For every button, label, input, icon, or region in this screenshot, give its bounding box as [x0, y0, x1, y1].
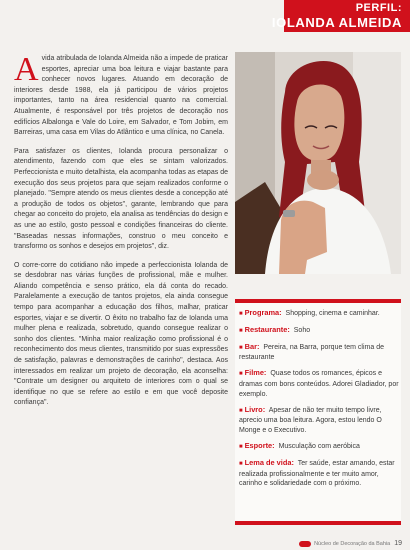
fact-text: Soho: [293, 326, 311, 334]
panel-top-rule: [235, 299, 401, 303]
fact-label: Livro:: [244, 404, 266, 414]
bullet-icon: ■: [239, 327, 243, 334]
portrait-illustration: [235, 52, 401, 274]
header-kicker: PERFIL:: [355, 2, 402, 14]
bullet-icon: ■: [239, 407, 243, 414]
fact-item-restaurante: [239, 325, 399, 337]
fact-item-filme: [239, 368, 399, 399]
fact-label: Programa:: [244, 308, 282, 317]
bullet-icon: ■: [239, 344, 243, 351]
fact-item-programa: [239, 308, 399, 320]
fact-list: [239, 308, 399, 494]
fact-text: Quase todos os romances, épicos e dramas com bons conteúdos. Adorei Gladiador, por exemplo.: [239, 370, 399, 398]
article-paragraph-1: [14, 51, 228, 139]
fact-text: Ter saúde, estar amando, estar realizada profissionalmente e ter muito amor, carinho e solidariedade com o próximo.: [239, 459, 395, 488]
article-paragraph-2: Para satisfazer os clientes, Iolanda procura personalizar o atendimento, fazendo com que eles se sintam valorizados. Perfeccionista e muito detalhista, ela acompanha todas as etapas de execução dos seus projetos para que sejam realizados conforme o planejado. "Sempre atendo os meus clientes desde a concepção até a produção de todos os objetos", garante, lembrando que para chegar ao conceito do projeto, ela analisa as tendências do design e as une ao estilo, gosto pessoal e condições financeiras do cliente. "Baseadas nessas informações, construo o meu conceito e transformo os sonhos e desejos em projetos", diz.: [14, 147, 228, 251]
footer-magazine: Núcleo de Decoração da Bahia: [314, 541, 391, 547]
fact-item-lema: [239, 458, 399, 489]
article-body: [14, 51, 228, 415]
fact-label: Esporte:: [244, 440, 275, 450]
drop-cap: A: [14, 51, 39, 88]
article-paragraph-3: O corre-corre do cotidiano não impede a perfeccionista Iolanda de se desdobrar nas várias funções de profissional, mãe e mulher. Aliando competência e senso prático, ela dá conta do recado. Paralelamente a execução de tantos projetos, ela ainda consegue tempo para acompanhar a educação dos filhos, malhar, praticar esportes, viajar e se divertir. O êxito no trabalho faz de Iolanda uma mulher plena e realizada, sobretudo, quando consegue realizar o sonho dos clientes. "Minha maior realização como profissional é o reconhecimento dos meus clientes, transmitido por suas expressões de satisfação, palavras e demonstrações de carinho", destaca. Aos interessados em realizar um projeto de decoração, ela aconselha: "Contrate um designer ou arquiteto de interiores com o qual se identifique no que se refere ao estilo e em que você deposite confiança".: [14, 261, 228, 407]
fact-text: Shopping, cinema e caminhar.: [285, 310, 380, 317]
fact-label: Restaurante:: [244, 324, 290, 334]
fact-label: Bar:: [244, 341, 260, 351]
bullet-icon: ■: [239, 371, 243, 378]
fact-item-livro: [239, 405, 399, 436]
bullet-icon: ■: [239, 460, 243, 467]
panel-bottom-rule: [235, 521, 401, 525]
paragraph-1-text: vida atribulada de Iolanda Almeida não a impede de praticar esportes, apreciar uma boa leitura e viajar bastante para conhecer novos lugares. Atuando em decoração de interiores desde 1988, ela já participou de vários projetos importantes, tanto na área residencial quanto na comercial. Atualmente, é responsável por três projetos de decoração nos edifícios Albalonga e Vale do Loire, em Salvador, e Tom Jobim, em Barreiras, uma casa em Vilas do Atlântico e uma clínica, no Canela.: [14, 55, 228, 137]
fact-text: Pereira, na Barra, porque tem clima de restaurante: [239, 343, 384, 362]
page-footer: [299, 540, 402, 547]
page-number: 19: [394, 540, 402, 547]
fact-text: Musculação com aeróbica: [278, 442, 360, 450]
fact-item-esporte: [239, 441, 399, 453]
fact-panel: [235, 299, 401, 525]
bullet-icon: ■: [239, 443, 243, 450]
header-name: IOLANDA ALMEIDA: [271, 15, 402, 30]
fact-label: Filme:: [244, 368, 267, 378]
fact-label: Lema de vida:: [244, 457, 294, 467]
magazine-logo-icon: [299, 541, 311, 547]
portrait-photo: [235, 52, 401, 274]
fact-text: Apesar de não ter muito tempo livre, aprecio uma boa leitura. Agora, estou lendo O Monge e o Executivo.: [239, 406, 382, 435]
profile-header-banner: [271, 0, 410, 32]
bullet-icon: ■: [239, 311, 243, 317]
fact-item-bar: [239, 342, 399, 364]
